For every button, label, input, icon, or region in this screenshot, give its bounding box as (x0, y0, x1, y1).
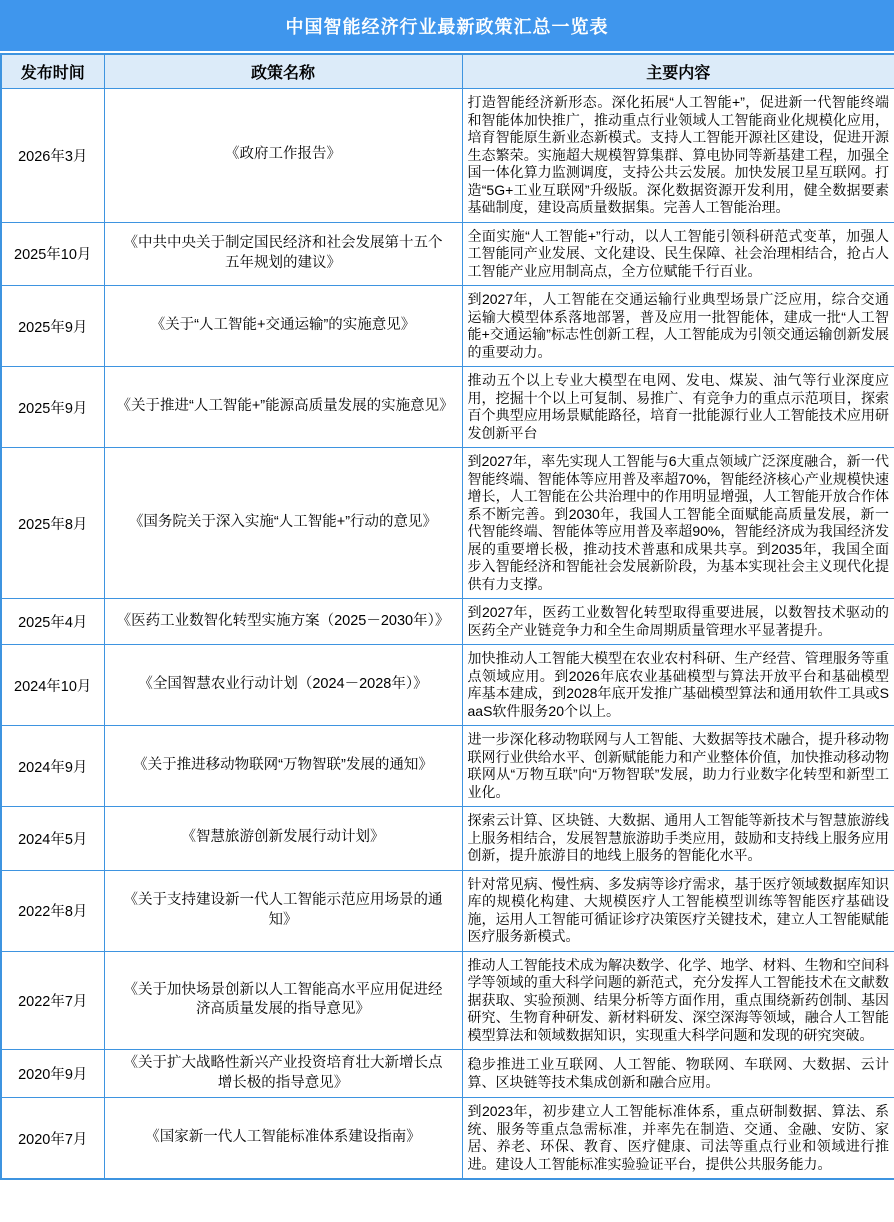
header-row (1, 54, 894, 89)
policy-date: 2025年10月 (1, 222, 104, 286)
policy-content: 针对常见病、慢性病、多发病等诊疗需求，基于医疗领域数据库知识库的规模化构建、大规模医疗人工智能模型训练等智能医疗基础设施，运用人工智能可循证诊疗决策医疗关键技术，建立人工智能赋能医疗服务新模式。 (462, 870, 894, 951)
policy-date: 2024年9月 (1, 726, 104, 807)
policy-name: 《全国智慧农业行动计划（2024－2028年）》 (104, 645, 462, 726)
policy-date: 2025年9月 (1, 286, 104, 367)
policy-date: 2024年5月 (1, 807, 104, 871)
table-row (1, 807, 894, 871)
policy-content: 到2027年，人工智能在交通运输行业典型场景广泛应用，综合交通运输大模型体系落地部署，普及应用一批智能体，建成一批“人工智能+交通运输”标志性创新工程，人工智能成为引领交通运输创新发展的重要动力。 (462, 286, 894, 367)
policy-content: 加快推动人工智能大模型在农业农村科研、生产经营、管理服务等重点领域应用。到2026年底农业基础模型与算法开放平台和基础模型库基本建成，到2028年底开发推广基础模型算法和通用软件工具或SaaS软件服务20个以上。 (462, 645, 894, 726)
policy-name: 《关于扩大战略性新兴产业投资培育壮大新增长点增长极的指导意见》 (104, 1050, 462, 1098)
column-header-content: 主要内容 (462, 54, 894, 89)
policy-date: 2022年8月 (1, 870, 104, 951)
policy-date: 2025年9月 (1, 367, 104, 448)
table-row (1, 1098, 894, 1180)
table-row (1, 599, 894, 645)
policy-content: 推动五个以上专业大模型在电网、发电、煤炭、油气等行业深度应用，挖掘十个以上可复制、易推广、有竞争力的重点示范项目，探索百个典型应用场景赋能路径，培育一批能源行业人工智能技术应用研发创新平台 (462, 367, 894, 448)
table-row (1, 222, 894, 286)
policy-content: 到2027年，率先实现人工智能与6大重点领域广泛深度融合，新一代智能终端、智能体等应用普及率超70%，智能经济核心产业规模快速增长，人工智能在公共治理中的作用明显增强，人工智能开放合作体系不断完善。到2030年，我国人工智能全面赋能高质量发展，新一代智能终端、智能体等应用普及率超90%，智能经济成为我国经济发展的重要增长极，推动技术普惠和成果共享。到2035年，我国全面步入智能经济和智能社会发展新阶段，为基本实现社会主义现代化提供有力支撑。 (462, 448, 894, 599)
policy-name: 《关于支持建设新一代人工智能示范应用场景的通知》 (104, 870, 462, 951)
policy-content: 探索云计算、区块链、大数据、通用人工智能等新技术与智慧旅游线上服务相结合，发展智慧旅游助手类应用，鼓励和支持线上服务应用创新，提升旅游目的地线上服务的智能化水平。 (462, 807, 894, 871)
column-header-date: 发布时间 (1, 54, 104, 89)
table-row (1, 448, 894, 599)
policy-date: 2026年3月 (1, 89, 104, 223)
page-title: 中国智能经济行业最新政策汇总一览表 (285, 16, 609, 37)
policy-date: 2020年7月 (1, 1098, 104, 1180)
policy-name: 《关于加快场景创新以人工智能高水平应用促进经济高质量发展的指导意见》 (104, 951, 462, 1050)
policy-date: 2020年9月 (1, 1050, 104, 1098)
policy-content: 稳步推进工业互联网、人工智能、物联网、车联网、大数据、云计算、区块链等技术集成创新和融合应用。 (462, 1050, 894, 1098)
policy-table (0, 53, 894, 1180)
table-row (1, 1050, 894, 1098)
policy-content: 推动人工智能技术成为解决数学、化学、地学、材料、生物和空间科学等领域的重大科学问题的新范式，充分发挥人工智能技术在文献数据获取、实验预测、结果分析等方面作用，重点围绕新药创制、基因研究、生物育种研发、新材料研发、深空深海等领域，融合人工智能模型算法和领域数据知识，实现重大科学问题和发现的研究突破。 (462, 951, 894, 1050)
column-header-name: 政策名称 (104, 54, 462, 89)
policy-content: 进一步深化移动物联网与人工智能、大数据等技术融合，提升移动物联网行业供给水平、创新赋能能力和产业整体价值，加快推动移动物联网从“万物互联”向“万物智联”发展，助力行业数字化转型和新型工业化。 (462, 726, 894, 807)
policy-date: 2022年7月 (1, 951, 104, 1050)
table-row (1, 89, 894, 223)
policy-name: 《国家新一代人工智能标准体系建设指南》 (104, 1098, 462, 1180)
policy-date: 2024年10月 (1, 645, 104, 726)
policy-content: 到2023年，初步建立人工智能标准体系，重点研制数据、算法、系统、服务等重点急需标准，并率先在制造、交通、金融、安防、家居、养老、环保、教育、医疗健康、司法等重点行业和领域进行推进。建设人工智能标准实验验证平台，提供公共服务能力。 (462, 1098, 894, 1180)
table-row (1, 726, 894, 807)
policy-content: 打造智能经济新形态。深化拓展“人工智能+”，促进新一代智能终端和智能体加快推广，推动重点行业领域人工智能商业化规模化应用，培育智能原生新业态新模式。支持人工智能开源社区建设，促进开源生态繁荣。实施超大规模智算集群、算电协同等新基建工程，加强全国一体化算力监测调度，支持公共云发展。加快发展卫星互联网。打造“5G+工业互联网”升级版。深化数据资源开发利用，健全数据要素基础制度，建设高质量数据集。完善人工智能治理。 (462, 89, 894, 223)
policy-name: 《政府工作报告》 (104, 89, 462, 223)
policy-name: 《国务院关于深入实施“人工智能+”行动的意见》 (104, 448, 462, 599)
policy-name: 《智慧旅游创新发展行动计划》 (104, 807, 462, 871)
table-row (1, 286, 894, 367)
table-row (1, 367, 894, 448)
policy-content: 全面实施“人工智能+”行动，以人工智能引领科研范式变革，加强人工智能同产业发展、文化建设、民生保障、社会治理相结合，抢占人工智能产业应用制高点，全方位赋能千行百业。 (462, 222, 894, 286)
policy-name: 《医药工业数智化转型实施方案（2025－2030年）》 (104, 599, 462, 645)
policy-date: 2025年8月 (1, 448, 104, 599)
table-row (1, 870, 894, 951)
policy-date: 2025年4月 (1, 599, 104, 645)
table-row (1, 645, 894, 726)
policy-content: 到2027年，医药工业数智化转型取得重要进展，以数智技术驱动的医药全产业链竞争力和全生命周期质量管理水平显著提升。 (462, 599, 894, 645)
table-row (1, 951, 894, 1050)
policy-name: 《关于“人工智能+交通运输”的实施意见》 (104, 286, 462, 367)
policy-name: 《中共中央关于制定国民经济和社会发展第十五个五年规划的建议》 (104, 222, 462, 286)
table-title-banner (0, 0, 894, 51)
policy-name: 《关于推进移动物联网“万物智联”发展的通知》 (104, 726, 462, 807)
policy-name: 《关于推进“人工智能+”能源高质量发展的实施意见》 (104, 367, 462, 448)
